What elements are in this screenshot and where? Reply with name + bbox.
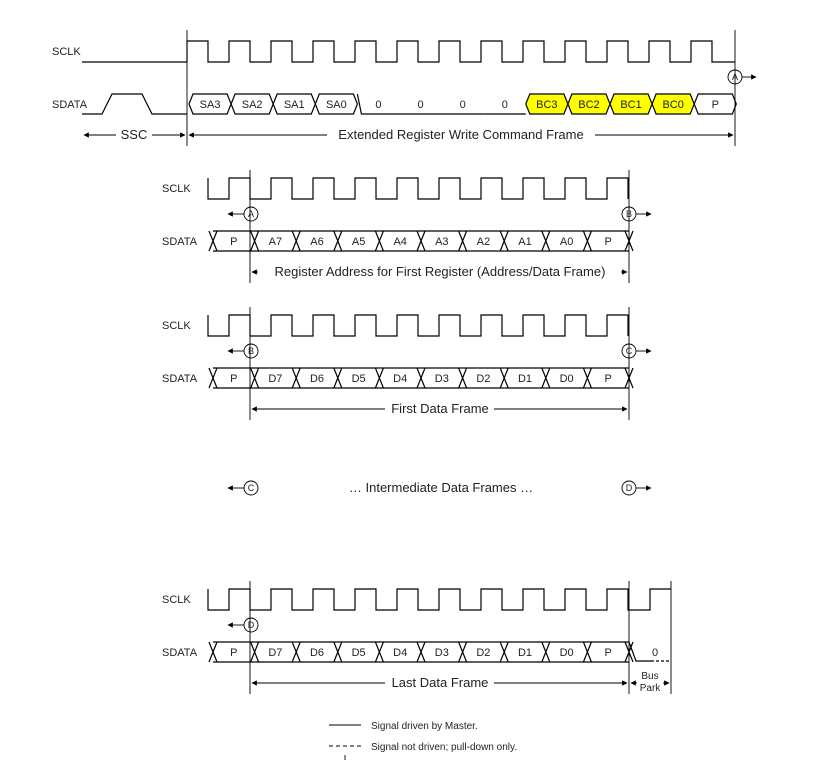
sdata-cell-label: D5 xyxy=(351,373,366,385)
intermediate-frames xyxy=(228,480,651,495)
sclk-waveform xyxy=(208,589,671,610)
intermediate-frames-annotation: … Intermediate Data Frames … xyxy=(348,480,534,495)
sdata-transition xyxy=(292,368,300,388)
sdata-cell-label: D7 xyxy=(268,373,283,385)
bus-park-value: 0 xyxy=(651,647,659,659)
sdata-transition xyxy=(500,368,508,388)
address-frame xyxy=(162,170,651,283)
sdata-cell-label: D0 xyxy=(559,373,574,385)
sdata-transition xyxy=(583,368,591,388)
sdata-cell-label: D2 xyxy=(476,373,491,385)
sdata-cell-label: D2 xyxy=(476,647,491,659)
last-data-frame xyxy=(162,581,671,694)
marker-letter: A xyxy=(247,209,255,219)
sdata-transition xyxy=(542,642,550,662)
sdata-transition xyxy=(292,642,300,662)
sdata-transition xyxy=(417,642,425,662)
ssc-label: SSC xyxy=(120,127,148,142)
sclk-waveform xyxy=(82,41,735,62)
sdata-cell-label: P xyxy=(604,373,612,385)
sdata-label: SDATA xyxy=(52,99,88,111)
address-frame-annotation: Register Address for First Register (Address/Data Frame) xyxy=(274,264,606,279)
last-data-sdata-cells xyxy=(209,642,633,662)
sdata-cell-label: P xyxy=(230,647,238,659)
sdata-cell-label: A5 xyxy=(351,236,366,248)
sdata-cell-label: D0 xyxy=(559,647,574,659)
sdata-cell-label: BC2 xyxy=(578,99,600,111)
marker-letter: C xyxy=(625,346,633,356)
sdata-cell-label: SA3 xyxy=(199,99,221,111)
sclk-waveform xyxy=(208,178,628,199)
marker-letter: B xyxy=(247,346,255,356)
sdata-cell-label: SA2 xyxy=(241,99,263,111)
sdata-cell-label: P xyxy=(230,373,238,385)
sdata-transition xyxy=(417,368,425,388)
sdata-transition xyxy=(334,642,342,662)
bus-park-label-line2: Park xyxy=(639,683,661,694)
marker-letter: D xyxy=(247,620,255,630)
sdata-transition xyxy=(209,231,217,251)
sdata-bit-zero: 0 xyxy=(459,99,466,111)
sdata-cell-label: A3 xyxy=(435,236,449,248)
sdata-transition xyxy=(583,231,591,251)
sdata-transition xyxy=(459,368,467,388)
sdata-label: SDATA xyxy=(162,236,198,248)
sdata-transition xyxy=(209,642,217,662)
last-data-frame-annotation: Last Data Frame xyxy=(391,675,489,690)
sdata-transition xyxy=(542,231,550,251)
legend-dashed-text: Signal not driven; pull-down only. xyxy=(371,742,518,753)
sdata-cell-label: A1 xyxy=(518,236,532,248)
sdata-cell-label: D4 xyxy=(393,647,408,659)
sdata-bit-zero: 0 xyxy=(417,99,424,111)
sdata-cell-label: BC3 xyxy=(536,99,558,111)
sclk-label: SCLK xyxy=(162,183,191,195)
sdata-cell-label: A7 xyxy=(268,236,283,248)
sdata-transition xyxy=(334,231,342,251)
address-sdata-cells xyxy=(209,231,633,251)
sdata-cell-label: D1 xyxy=(517,373,533,385)
command-sdata-cells xyxy=(189,94,736,114)
sdata-transition xyxy=(375,231,383,251)
sdata-cell-label: A2 xyxy=(476,236,491,248)
sdata-label: SDATA xyxy=(162,373,198,385)
sdata-cell-label: BC1 xyxy=(620,99,642,111)
command-frame xyxy=(52,30,756,146)
sdata-cell-label: D3 xyxy=(434,647,449,659)
sclk-label: SCLK xyxy=(52,46,81,58)
sdata-transition xyxy=(375,368,383,388)
sdata-transition xyxy=(292,231,300,251)
sdata-cell-label: SA0 xyxy=(325,99,347,111)
sdata-cell-label: P xyxy=(230,236,238,248)
sclk-label: SCLK xyxy=(162,594,191,606)
sdata-cell-label: D3 xyxy=(434,373,449,385)
marker-letter: C xyxy=(247,483,255,493)
sdata-transition xyxy=(417,231,425,251)
legend xyxy=(329,721,517,760)
sdata-cell-label: P xyxy=(604,647,612,659)
first-data-frame-annotation: First Data Frame xyxy=(391,401,489,416)
command-frame-annotation: Extended Register Write Command Frame xyxy=(338,127,584,142)
sdata-cell-label: D6 xyxy=(309,373,325,385)
sdata-bit-zero: 0 xyxy=(375,99,382,111)
sdata-transition xyxy=(459,642,467,662)
sdata-transition xyxy=(542,368,550,388)
bus-park-label-line1: Bus xyxy=(641,671,659,682)
sdata-transition xyxy=(251,368,259,388)
sdata-cell-label: D1 xyxy=(517,647,533,659)
sdata-transition xyxy=(583,642,591,662)
sdata-transition xyxy=(209,368,217,388)
sdata-transition xyxy=(459,231,467,251)
marker-letter: D xyxy=(625,483,633,493)
sdata-transition xyxy=(500,231,508,251)
sdata-cell-label: A0 xyxy=(559,236,574,248)
sdata-cell-label: D4 xyxy=(393,373,408,385)
first-data-frame xyxy=(162,307,651,420)
sdata-transition xyxy=(251,231,259,251)
sdata-cell-label: P xyxy=(604,236,612,248)
sdata-cell-label: A6 xyxy=(310,236,324,248)
sdata-transition xyxy=(375,642,383,662)
sdata-transition xyxy=(251,642,259,662)
sdata-label: SDATA xyxy=(162,647,198,659)
sdata-cell-label: SA1 xyxy=(283,99,305,111)
sdata-cell-label: A4 xyxy=(393,236,407,248)
sdata-cell-label: D6 xyxy=(309,647,325,659)
first-data-sdata-cells xyxy=(209,368,633,388)
marker-letter: B xyxy=(625,209,633,219)
sdata-cell-label: D7 xyxy=(268,647,283,659)
sclk-label: SCLK xyxy=(162,320,191,332)
sdata-cell-label: BC0 xyxy=(662,99,684,111)
sclk-waveform xyxy=(208,315,628,336)
sdata-cell-label: P xyxy=(711,99,719,111)
ssc-pulse xyxy=(82,94,187,114)
sdata-transition xyxy=(334,368,342,388)
sdata-transition xyxy=(500,642,508,662)
sdata-bit-zero: 0 xyxy=(501,99,508,111)
sdata-cell-label: D5 xyxy=(351,647,366,659)
marker-letter: A xyxy=(731,72,739,82)
legend-solid-text: Signal driven by Master. xyxy=(371,721,478,732)
